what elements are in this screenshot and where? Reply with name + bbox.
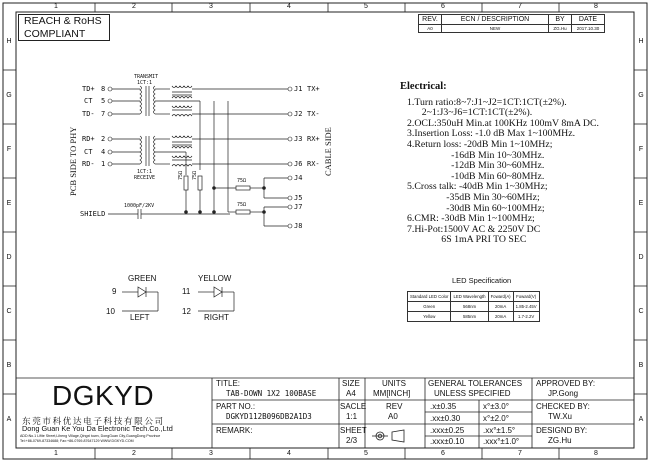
col-number: 6 [441,3,445,10]
electrical-title: Electrical: [400,81,447,92]
left-pin-name: TD+ [82,85,95,93]
resistor-label: 75Ω [237,178,247,184]
spec-line: 2~1:J3~J6=1CT:1CT(±2%). [407,107,533,119]
resistor-label: 75Ω [192,170,198,180]
col-number: 6 [441,450,445,457]
row-letter: D [638,254,644,261]
led-yellow-pin-a: 11 [182,287,191,296]
resistor-label: 75Ω [178,170,184,180]
tolerance-label2: UNLESS SPECIFIED [434,389,511,398]
row-letter: F [6,146,12,153]
led-spec-cell: 20mA [488,312,513,322]
right-pin-name: J1 [294,85,303,93]
led-spec-title: LED Specification [452,276,512,285]
row-letter: A [638,416,644,423]
spec-line: 6S 1mA PRI TO SEC [407,234,527,246]
led-spec-header: LED Wavelength [451,292,488,302]
led-spec-header: Foward(A) [488,292,513,302]
tolerance-linear: .x±0.35 [430,402,457,411]
checked-label: CHECKED BY: [536,402,590,411]
col-number: 5 [364,3,368,10]
row-letter: E [638,200,644,207]
rev-header: BY [549,15,572,25]
row-letter: G [6,92,12,99]
right-pin-name: J7 [294,203,303,211]
left-pin-num: 2 [101,135,106,143]
col-number: 8 [594,3,598,10]
spec-line: 3.Insertion Loss: -1.0 dB Max 1~100MHz. [407,128,576,140]
remark-label: REMARK: [216,426,253,435]
tolerance-linear: .xx±0.30 [430,414,461,423]
led-green-pos: LEFT [130,313,150,322]
spec-line: 2.OCL:350uH Min.at 100KHz 100mV 8mA DC. [407,117,599,129]
company-address [20,434,160,443]
col-number: 4 [287,450,291,457]
rev-cell: ZG.Hu [549,25,572,33]
spec-line: 1.Turn ratio:8~7:J1~J2=1CT:1CT(±2%). [407,96,567,108]
led-spec-cell: 585nm [451,312,488,322]
rev-cell: A0 [419,25,442,33]
col-number: 3 [209,450,213,457]
rev-value: A0 [388,412,398,421]
designed-label: DESIGND BY: [536,426,588,435]
led-spec-header: Standard LED Color [408,292,451,302]
left-pin-name: CT [84,97,93,105]
right-pin-sig: RX+ [307,135,320,143]
scale-value: 1:1 [346,412,358,421]
spec-line: -16dB Min 10~30MHz. [407,149,545,161]
led-yellow-pin-b: 12 [182,307,191,316]
col-number: 3 [209,3,213,10]
electrical-spec [400,82,599,246]
units-label: UNITS [382,379,406,388]
left-pin-num: 8 [101,85,106,93]
tolerance-label1: GENERAL TOLERANCES [428,379,523,388]
receive-ratio: 1CT:1 [137,169,153,175]
left-pin-num: 1 [101,160,106,168]
col-number: 4 [287,3,291,10]
address-line: ADD:No.1 Lifite Street,Liheng Village,Qingxi town, DongGuan City,GuangDong Province [20,434,161,438]
size-value: A4 [346,389,356,398]
col-number: 2 [132,450,136,457]
tolerance-angular: x°±3.0° [483,402,509,411]
spec-line: -30dB Min 60~100MHz; [407,202,545,214]
approved-label: APPROVED BY: [536,379,596,388]
capacitor-label: 1000pF/2KV [124,203,155,209]
transmit-label: TRANSMIT [134,74,159,80]
units-value: MM[INCH] [373,389,411,398]
row-letter: B [6,362,12,369]
tolerance-angular: .xx°±1.5° [483,426,516,435]
left-pin-name: TD- [82,110,95,118]
row-letter: D [6,254,12,261]
company-name-en: Dong Guan Ke You Da Electronic Tech.Co.,Ltd [22,424,173,433]
row-letter: C [6,308,12,315]
company-logo: DGKYD [52,380,155,411]
led-spec-cell: 568nm [451,302,488,312]
led-green-pin-a: 9 [112,287,117,296]
designed-value: ZG.Hu [548,436,572,445]
scale-label: SACLE [340,402,367,411]
tolerance-linear: .xxx±0.25 [430,426,465,435]
approved-value: JP.Gong [548,389,579,398]
led-yellow-label: YELLOW [198,274,232,283]
contact-line: Tel:+86-0769-87334688; Fax:+86-0769-87647129 WWW.DGKYD.COM [20,438,134,443]
led-green-pin-b: 10 [106,307,115,316]
rev-header: ECN / DESCRIPTION [442,15,549,25]
shield-label: SHIELD [80,210,106,218]
row-letter: F [638,146,644,153]
part-label: PART NO.: [216,402,256,411]
title-value: TAB-DOWN 1X2 100BASE [226,389,317,398]
spec-line: -35dB Min 30~60MHz; [407,191,540,203]
led-spec-cell: Green [408,302,451,312]
right-pin-sig: RX- [307,160,320,168]
sheet-value: 2/3 [346,436,358,445]
cable-side-label: CABLE SIDE [323,127,333,176]
right-pin-sig: TX+ [307,85,320,93]
led-spec-table [407,291,540,322]
tolerance-angular: .xxx°±1.0° [483,437,520,446]
tolerance-angular: x°±2.0° [483,414,509,423]
right-pin-name: J2 [294,110,303,118]
rev-cell: NEW [442,25,549,33]
led-green-label: GREEN [128,274,157,283]
size-label: SIZE [342,379,360,388]
right-pin-name: J6 [294,160,303,168]
spec-line: -12dB Min 30~60MHz. [407,160,545,172]
col-number: 8 [594,450,598,457]
transmit-ratio: 1CT:1 [137,80,153,86]
tolerance-linear: .xxx±0.10 [430,437,465,446]
right-pin-name: J5 [294,194,303,202]
left-pin-num: 7 [101,110,106,118]
led-spec-cell: 20mA [488,302,513,312]
led-yellow-pos: RIGHT [204,313,229,322]
led-spec-cell: Yellow [408,312,451,322]
spec-line: 7.Hi-Pot:1500V AC & 2250V DC [407,223,541,235]
rev-header: REV. [419,15,442,25]
row-letter: H [638,38,644,45]
col-number: 1 [54,450,58,457]
compliance-line1: REACH & RoHS [24,15,102,27]
spec-line: -10dB Min 60~80MHz. [407,170,545,182]
compliance-line2: COMPLIANT [24,27,86,40]
right-pin-name: J3 [294,135,303,143]
rev-label: REV [386,402,403,411]
row-letter: A [6,416,12,423]
row-letter: G [638,92,644,99]
receive-label: RECEIVE [134,175,156,181]
row-letter: E [6,200,12,207]
right-pin-name: J8 [294,222,303,230]
col-number: 5 [364,450,368,457]
company-name-cn: 东莞市科优达电子科技有限公司 [22,416,165,426]
led-spec-cell: 1.7-2.2V [513,312,539,322]
col-number: 7 [518,3,522,10]
left-pin-name: RD- [82,160,95,168]
right-pin-sig: TX- [307,110,320,118]
left-pin-name: RD+ [82,135,95,143]
pcb-side-label: PCB SIDE TO PHY [68,126,78,196]
left-pin-num: 4 [101,148,106,156]
col-number: 7 [518,450,522,457]
sheet-label: SHEET [340,426,367,435]
right-pin-name: J4 [294,174,303,182]
col-number: 2 [132,3,136,10]
row-letter: B [638,362,644,369]
checked-value: TW.Xu [548,412,573,421]
spec-line: 6.CMR: -30dB Min 1~100MHz; [407,213,535,225]
row-letter: C [638,308,644,315]
left-pin-name: CT [84,148,93,156]
spec-line: 5.Cross talk: -40dB Min 1~30MHz; [407,181,548,193]
led-spec-cell: 1.85-2.45V [513,302,539,312]
title-label: TITLE: [216,379,241,388]
part-value: DGKYD112B096DB2A1D3 [226,412,312,421]
rev-header: DATE [572,15,605,25]
spec-line: 4.Return loss: -20dB Min 1~10MHz; [407,138,553,150]
row-letter: H [6,38,12,45]
left-pin-num: 5 [101,97,106,105]
led-spec-header: Foward(V) [513,292,539,302]
col-number: 1 [54,3,58,10]
rev-cell: 2017.10.30 [572,25,605,33]
resistor-label: 75Ω [237,202,247,208]
